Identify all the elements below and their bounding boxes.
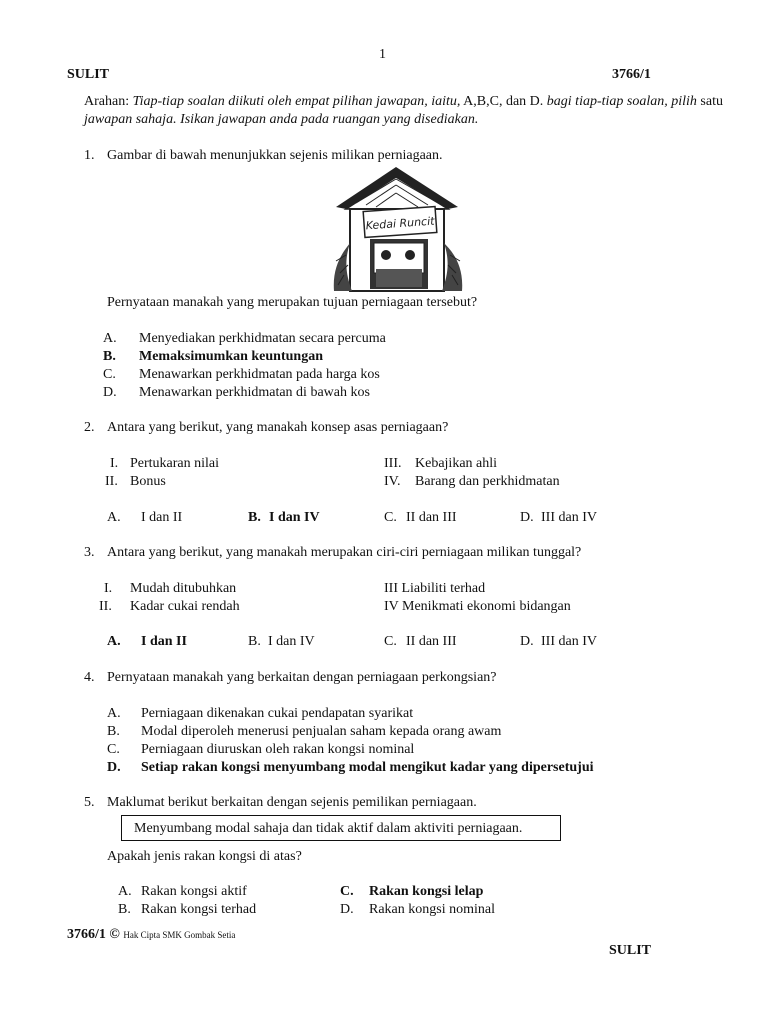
q3-item-3-text: III Liabiliti terhad — [384, 581, 486, 596]
q2-number: 2. — [84, 420, 95, 435]
q5-option-a-letter: A. — [118, 884, 132, 899]
q4-option-c-text: Perniagaan diuruskan oleh rakan kongsi nominal — [141, 742, 415, 757]
q4-option-b-letter: B. — [107, 724, 120, 739]
q2-option-c-letter: C. — [384, 510, 397, 525]
q3-option-a-text: I dan II — [141, 634, 187, 649]
q4-option-d-letter: D. — [107, 760, 121, 775]
q3-number: 3. — [84, 545, 95, 560]
header-paper-code: 3766/1 — [612, 67, 651, 82]
q2-item-2-text: Bonus — [130, 474, 166, 489]
q2-option-b-text: I dan IV — [269, 510, 320, 525]
q1-option-c-letter: C. — [103, 367, 116, 382]
shop-sign: Kedai Runcit — [365, 214, 435, 233]
page-number: 1 — [379, 47, 386, 62]
q5-option-d-text: Rakan kongsi nominal — [369, 902, 495, 917]
instruction-part1: Tiap-tiap soalan diikuti oleh empat pilihan jawapan, iaitu, — [132, 94, 461, 109]
q2-item-4-text: Barang dan perkhidmatan — [415, 474, 560, 489]
q2-option-b-letter: B. — [248, 510, 261, 525]
q2-item-1-roman: I. — [110, 456, 119, 471]
q2-item-1-text: Pertukaran nilai — [130, 456, 220, 471]
q3-option-c-text: II dan III — [406, 634, 457, 649]
header-classification: SULIT — [67, 67, 110, 82]
q1-question: Pernyataan manakah yang merupakan tujuan perniagaan tersebut? — [107, 295, 478, 310]
q1-option-b-letter: B. — [103, 349, 116, 364]
q4-number: 4. — [84, 670, 95, 685]
q3-option-a-letter: A. — [107, 634, 121, 649]
q2-item-3-text: Kebajikan ahli — [415, 456, 498, 471]
footer-classification: SULIT — [609, 943, 652, 958]
instruction-part5: jawapan sahaja. Isikan jawapan anda pada ruangan yang disediakan. — [84, 112, 479, 127]
q4-text: Pernyataan manakah yang berkaitan dengan perniagaan perkongsian? — [107, 670, 497, 685]
q5-option-a-text: Rakan kongsi aktif — [141, 884, 247, 899]
footer-copyright: Hak Cipta SMK Gombak Setia — [123, 930, 236, 940]
q3-option-c-letter: C. — [384, 634, 397, 649]
q4-option-b-text: Modal diperoleh menerusi penjualan saham kepada orang awam — [141, 724, 502, 739]
q1-option-c-text: Menawarkan perkhidmatan pada harga kos — [139, 367, 380, 382]
q2-option-c-text: II dan III — [406, 510, 457, 525]
footer-code — [67, 926, 235, 944]
footer-code-text: 3766/1 © — [67, 927, 120, 942]
q2-text: Antara yang berikut, yang manakah konsep asas perniagaan? — [107, 420, 449, 435]
q5-question: Apakah jenis rakan kongsi di atas? — [107, 849, 302, 864]
q2-item-3-roman: III. — [384, 456, 402, 471]
instruction-part3: bagi tiap-tiap soalan, pilih — [546, 94, 697, 109]
q3-item-1-text: Mudah ditubuhkan — [130, 581, 237, 596]
q2-option-d-letter: D. — [520, 510, 534, 525]
q5-option-b-text: Rakan kongsi terhad — [141, 902, 257, 917]
q1-option-b-text: Memaksimumkan keuntungan — [139, 349, 323, 364]
q5-text: Maklumat berikut berkaitan dengan sejenis pemilikan perniagaan. — [107, 795, 477, 810]
q5-option-c-text: Rakan kongsi lelap — [369, 884, 484, 899]
q2-option-d-text: III dan IV — [541, 510, 597, 525]
q1-option-d-text: Menawarkan perkhidmatan di bawah kos — [139, 385, 370, 400]
q3-item-2-text: Kadar cukai rendah — [130, 599, 240, 614]
q4-option-a-text: Perniagaan dikenakan cukai pendapatan syarikat — [141, 706, 414, 721]
q2-option-a-letter: A. — [107, 510, 121, 525]
q5-option-c-letter: C. — [340, 884, 354, 899]
instruction-lead: Arahan: — [84, 94, 130, 109]
q3-item-4-text: IV Menikmati ekonomi bidangan — [384, 599, 571, 614]
q4-option-d-text: Setiap rakan kongsi menyumbang modal mengikut kadar yang dipersetujui — [141, 760, 594, 775]
q1-option-a-letter: A. — [103, 331, 117, 346]
q3-option-d-letter: D. — [520, 634, 534, 649]
q3-option-d-text: III dan IV — [541, 634, 597, 649]
instruction-part2: A,B,C, dan D. — [463, 94, 544, 109]
q2-item-2-roman: II. — [105, 474, 118, 489]
q3-item-2-roman: II. — [99, 599, 112, 614]
q4-option-a-letter: A. — [107, 706, 121, 721]
q5-option-d-letter: D. — [340, 902, 354, 917]
q3-option-b-text: I dan IV — [268, 634, 315, 649]
instruction-part4: satu — [700, 94, 723, 109]
q2-option-a-text: I dan II — [141, 510, 183, 525]
instructions — [84, 93, 724, 129]
q3-item-1-roman: I. — [104, 581, 113, 596]
q5-option-b-letter: B. — [118, 902, 131, 917]
q5-number: 5. — [84, 795, 95, 810]
q1-text: Gambar di bawah menunjukkan sejenis milikan perniagaan. — [107, 148, 443, 163]
q5-info-box: Menyumbang modal sahaja dan tidak aktif dalam aktiviti perniagaan. — [121, 815, 561, 841]
q3-text: Antara yang berikut, yang manakah merupakan ciri-ciri perniagaan milikan tunggal? — [107, 545, 582, 560]
q1-option-a-text: Menyediakan perkhidmatan secara percuma — [139, 331, 386, 346]
q2-item-4-roman: IV. — [384, 474, 401, 489]
q3-option-b-letter: B. — [248, 634, 261, 649]
q1-number: 1. — [84, 148, 95, 163]
q1-option-d-letter: D. — [103, 385, 117, 400]
q4-option-c-letter: C. — [107, 742, 120, 757]
shop-illustration — [330, 165, 466, 293]
